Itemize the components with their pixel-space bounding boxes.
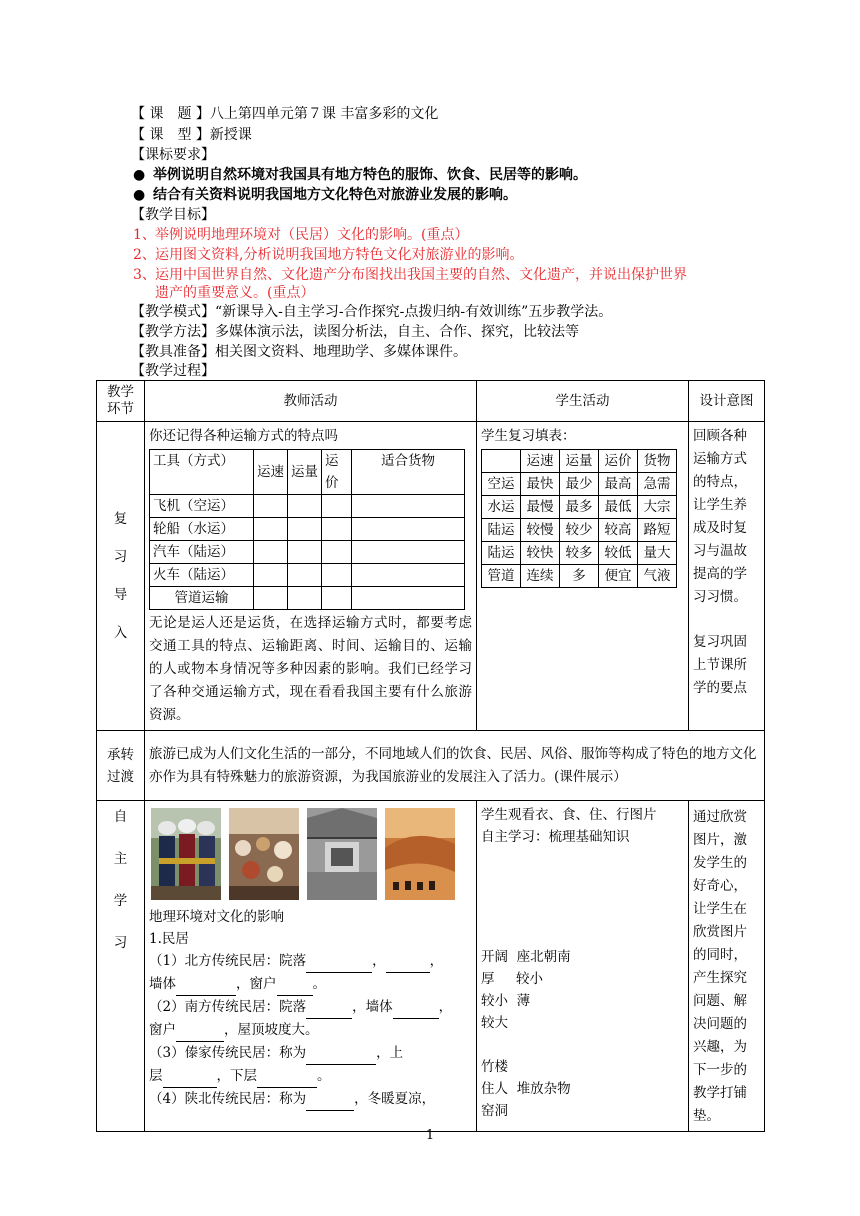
type-label: 【 课 型 】 [131,127,210,143]
south-dwelling-cont: 窗户 ，屋顶坡度大。 [149,1019,472,1042]
self-study-sub: 1.民居 [149,931,189,947]
topic-line [131,105,438,123]
table-row: 火车（陆运） [150,564,465,587]
table-row: 陆运 较快 较多 较低 量大 [482,542,677,565]
goal-item-3-cont: 遗产的重要意义。(重点） [155,285,315,301]
goal-item-2: 2、运用图文资料,分析说明我国地方特色文化对旅游业的影响。 [133,247,524,263]
table-row: 水运 最慢 最多 最低 大宗 [482,496,677,519]
transition-text: 旅游已成为人们文化生活的一部分，不同地域人们的饮食、民居、风俗、服饰等构成了特色的地方文化亦作为具有特殊魅力的旅游资源，为我国旅游业的发展注入了活力。(课件展示） [145,731,765,801]
north-dwelling: （1）北方传统民居：院落 ， ， [149,950,472,973]
ethnic-costume-photo [151,808,221,900]
teaching-method: 【教学方法】多媒体演示法，读图分析法，自主、合作、探究，比较法等 [131,324,579,340]
answer-line: 开阔 座北朝南 [481,949,571,965]
dai-dwelling: （3）傣家传统民居：称为 ，上 [149,1042,472,1065]
table-row: 管道 连续 多 便宜 气液 [482,565,677,588]
review-teacher-text: 无论是运人还是运货，在选择运输方式时，都要考虑交通工具的特点、运输距离、时间、运输目的、运输的人或物本身情况等多种因素的影响。我们已经学习了各种交通运输方式，现在看看我国主要有什么旅游资源。 [149,615,472,723]
topic-value: 八上第四单元第７课 丰富多彩的文化 [209,106,439,122]
goals-label: 【教学目标】 [131,207,215,223]
standards-label: 【课标要求】 [131,147,215,163]
design-note-2: 复习巩固上节课所学的要点 [693,634,747,696]
north-dwelling-cont: 墙体 ，窗户 。 [149,973,472,996]
dai-dwelling-cont: 层 ，下层 。 [149,1065,472,1088]
transition-row [97,731,765,801]
header-design: 设计意图 [689,381,765,422]
goal-item-1: 1、举例说明地理环境对（民居）文化的影响。(重点） [133,227,469,243]
review-student-cell [477,422,689,731]
self-study-student-cell: 学生观看衣、食、住、行图片 自主学习：梳理基础知识 开阔 座北朝南 厚 较小 较小 薄 较大 竹楼 住人 堆放杂物 窑洞 [477,801,689,1132]
review-teacher-cell [145,422,477,731]
student-transport-table [481,449,677,588]
page-number: 1 [425,1128,435,1143]
self-study-heading: 地理环境对文化的影响 [149,909,284,925]
self-study-stage: 自 主 学 习 [97,801,145,1132]
review-question: 你还记得各种运输方式的特点吗 [149,428,338,444]
bullet-icon: ● [133,187,146,203]
student-review-title: 学生复习填表： [481,428,576,444]
table-row: 管道运输 [150,587,465,610]
table-header-row [97,381,765,422]
review-stage: 复 习 导 入 [97,422,145,731]
header-student: 学生活动 [477,381,689,422]
lesson-table [96,380,765,1132]
bullet-icon: ● [133,167,146,183]
standard-item-1: ● 举例说明自然环境对我国具有地方特色的服饰、饮食、民居等的影响。 [133,167,587,183]
self-study-row [97,801,765,1132]
table-row: 工具（方式） 运速 运量 运价 适合货物 [150,450,465,495]
table-row: 汽车（陆运） [150,541,465,564]
self-study-teacher-cell [145,801,477,1132]
topic-label: 【 课 题 】 [131,106,210,122]
answer-line: 窑洞 [481,1103,508,1119]
header-stage: 教学环节 [97,381,145,422]
type-line [131,126,252,144]
table-row: 陆运 较慢 较少 较高 路短 [482,519,677,542]
teaching-prep: 【教具准备】相关图文资料、地理助学、多媒体课件。 [131,344,467,360]
desert-camel-photo [385,808,455,900]
teacher-transport-table [149,449,465,610]
header-teacher: 教师活动 [145,381,477,422]
courtyard-house-photo [307,808,377,900]
standard-item-2: ● 结合有关资料说明我国地方文化特色对旅游业发展的影响。 [133,187,517,203]
teaching-process-label: 【教学过程】 [131,363,215,379]
table-row: 运速 运量 运价 货物 [482,450,677,473]
answer-line: 较大 [481,1015,508,1031]
answer-line: 竹楼 [481,1059,508,1075]
answer-line: 较小 薄 [481,993,531,1009]
self-study-design-cell: 通过欣赏图片，激发学生的好奇心，让学生在欣赏图片的同时，产生探究问题、解决问题的兴趣，为下一步的教学打铺垫。 [689,801,765,1132]
transition-stage: 承转过渡 [97,731,145,801]
culture-image-strip [151,808,472,900]
table-row: 飞机（空运） [150,495,465,518]
review-design-cell [689,422,765,731]
design-note-1: 回顾各种运输方式的特点，让学生养成及时复习与温故提高的学习习惯。 [693,428,747,605]
answer-line: 厚 较小 [481,971,543,987]
type-value: 新授课 [209,127,252,143]
south-dwelling: （2）南方传统民居：院落 ，墙体 ， [149,996,472,1019]
food-banquet-photo [229,808,299,900]
answer-line: 住人 堆放杂物 [481,1081,571,1097]
table-row: 空运 最快 最少 最高 急需 [482,473,677,496]
teaching-mode: 【教学模式】“新课导入-自主学习-合作探究-点拨归纳-有效训练”五步教学法。 [131,304,613,320]
goal-item-3: 3、运用中国世界自然、文化遗产分布图找出我国主要的自然、文化遗产，并说出保护世界 [133,267,687,283]
shaanbei-dwelling: （4）陕北传统民居：称为 ，冬暖夏凉， [149,1088,472,1111]
table-row: 轮船（水运） [150,518,465,541]
review-row [97,422,765,731]
